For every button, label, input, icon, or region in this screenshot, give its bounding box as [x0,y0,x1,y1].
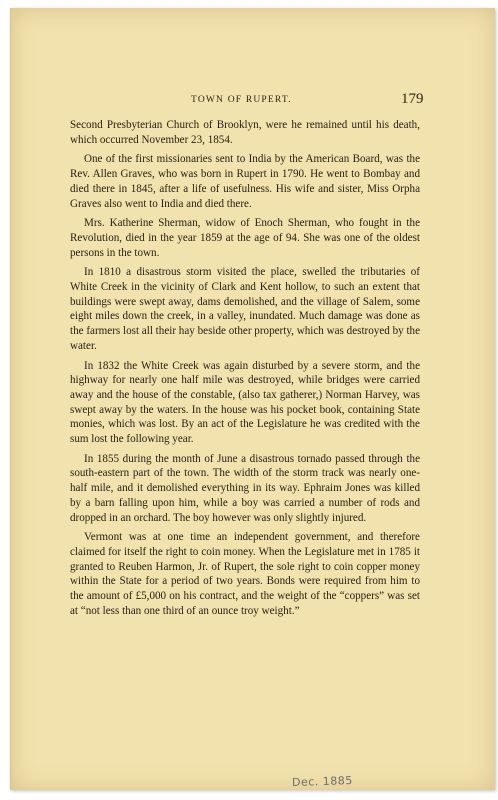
body-text [70,118,420,624]
paragraph-missionaries: One of the first missionaries sent to India by the American Board, was the Rev. Allen Graves, who was born in Rupert in 1790. He went to Bombay and died there in 1845, after a life of usefulness. His wife and sister, Miss Orpha Graves also went to India and died there. [70,153,420,210]
paragraph-coin-money: Vermont was at one time an independent government, and therefore claimed for itself the right to coin money. When the Legislature met in 1785 it granted to Reuben Harmon, Jr. of Rupert, the sole right to coin copper money within the State for a period of two years. Bonds were required from him to the amount of £5,000 on his contract, and the weight of the “coppers” was set at “not less than one third of an ounce troy weight.” [70,531,420,617]
paragraph-church-continuation: Second Presbyterian Church of Brooklyn, were he remained until his death, which occurred November 23, 1854. [70,119,420,146]
page-number: 179 [401,91,424,107]
page-header [11,93,495,113]
paragraph-tornado-1855: In 1855 during the month of June a disastrous tornado passed through the south-eastern part of the town. The width of the storm track was nearly one-half mile, and it demolished everything in its way. Ephraim Jones was killed by a barn falling upon him, while a boy was carried a number of rods and dropped in an orchard. The boy however was only slightly injured. [70,452,420,524]
running-title: TOWN OF RUPERT. [191,95,292,105]
paragraph-storm-1832: In 1832 the White Creek was again disturbed by a severe storm, and the highway for nearly one half mile was destroyed, while bridges were carried away and the house of the constable, (also tax gatherer,) Norman Harvey, was swept away by the waters. In the house was his pocket book, containing State monies, which was lost. By an act of the Legislature he was credited with the sum lost the following year. [70,359,420,446]
paragraph-storm-1810: In 1810 a disastrous storm visited the place, swelled the tributaries of White Creek in the vicinity of Clark and Kent hollow, to such an extent that buildings were swept away, dams demolished, and the village of Salem, some eight miles down the creek, in a valley, inundated. Much damage was done as the farmers lost all their hay beside other property, which was destroyed by the water. [70,266,420,352]
paragraph-katherine-sherman: Mrs. Katherine Sherman, widow of Enoch Sherman, who fought in the Revolution, died in the year 1859 at the age of 94. She was one of the oldest persons in the town. [70,217,420,259]
pencil-annotation: Dec. 1885 [291,773,353,790]
